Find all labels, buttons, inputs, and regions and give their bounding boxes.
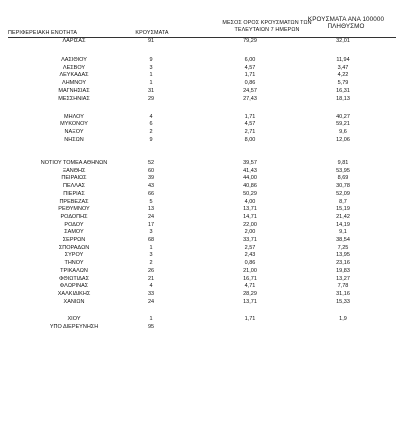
per-100000-cell: 18,13 [336, 95, 350, 102]
per-100000-cell: 8,69 [337, 175, 349, 182]
region-name-cell: ΧΑΝΙΩΝ [63, 298, 85, 305]
average-cell: 40,86 [243, 183, 257, 190]
average-cell: 6,00 [244, 57, 256, 63]
header-region: ΠΕΡΙΦΕΡΕΙΑΚΗ ΕΝΟΤΗΤΑ [8, 30, 78, 36]
average-cell: 4,57 [244, 64, 256, 71]
region-name-cell: ΜΕΣΣΗΝΙΑΣ [58, 95, 90, 102]
average-cell: 2,71 [244, 128, 256, 135]
table-row [0, 160, 404, 167]
cases-cell: 2 [149, 128, 153, 135]
cases-cell: 1 [149, 316, 153, 322]
region-name-cell: ΛΑΡΙΣΑΣ [62, 38, 86, 44]
average-cell: 79,29 [243, 38, 257, 44]
region-name-cell: ΛΗΜΝΟΥ [62, 80, 86, 87]
table-row [0, 38, 404, 45]
per-100000-cell: 4,22 [337, 72, 349, 79]
cases-cell: 1 [149, 72, 153, 79]
region-name-cell: ΦΛΩΡΙΝΑΣ [59, 283, 89, 290]
table-row [0, 268, 404, 275]
per-100000-cell: 32,01 [336, 38, 350, 44]
region-name-cell: ΠΙΕΡΙΑΣ [63, 190, 85, 197]
region-name-cell: ΧΑΛΚΙΔΙΚΗΣ [57, 290, 91, 297]
per-100000-cell: 9,6 [339, 128, 347, 135]
cases-cell: 24 [147, 213, 155, 220]
region-name-cell: ΠΕΛΛΑΣ [62, 183, 86, 190]
table-row [0, 291, 404, 298]
per-100000-cell: 52,09 [336, 190, 350, 197]
table-row [0, 316, 404, 323]
cases-cell: 6 [149, 121, 153, 128]
region-name-cell: ΜΗΛΟΥ [64, 113, 84, 120]
per-100000-cell: 9,81 [337, 160, 349, 166]
average-cell: 24,57 [243, 87, 257, 94]
region-name-cell: ΛΕΣΒΟΥ [62, 64, 86, 71]
cases-cell: 29 [147, 95, 155, 102]
table-row [0, 222, 404, 229]
table-row [0, 245, 404, 252]
per-100000-cell: 53,95 [336, 167, 350, 174]
average-cell: 14,71 [243, 213, 257, 220]
table-row [0, 88, 404, 95]
table-row [0, 283, 404, 290]
table-row [0, 237, 404, 244]
table-row [0, 114, 404, 121]
average-cell: 39,57 [243, 160, 257, 166]
average-cell: 50,29 [243, 190, 257, 197]
region-name-cell: ΡΟΔΟΠΗΣ [60, 213, 88, 220]
table-row [0, 214, 404, 221]
region-name-cell: ΠΡΕΒΕΖΑΣ [59, 198, 89, 205]
region-name-cell: ΠΕΙΡΑΙΩΣ [61, 175, 87, 182]
cases-cell: 43 [147, 183, 155, 190]
average-cell: 13,71 [243, 298, 257, 305]
average-cell: 0,86 [244, 80, 256, 87]
table-row [0, 183, 404, 190]
per-100000-cell: 9,1 [339, 229, 347, 236]
per-100000-cell: 7,25 [337, 244, 349, 251]
average-cell: 1,71 [244, 316, 256, 322]
average-cell: 4,00 [244, 198, 256, 205]
header-cases-per-100000: ΚΡΟΥΣΜΑΤΑ ΑΝΑ 100000 ΠΛΗΘΥΣΜΟ [307, 16, 385, 31]
region-name-cell: ΛΕΥΚΑΔΑΣ [59, 72, 89, 79]
table-row [0, 129, 404, 136]
average-cell: 13,71 [243, 206, 257, 213]
per-100000-cell: 13,27 [336, 275, 350, 282]
header-7day-average: ΜΕΣΟΣ ΟΡΟΣ ΚΡΟΥΣΜΑΤΩΝ ΤΩΝ ΤΕΛΕΥΤΑΙΩΝ 7 ΗΜΕΡΩΝ [222, 20, 312, 33]
region-name-cell: ΣΑΜΟΥ [64, 229, 84, 236]
per-100000-cell: 8,7 [339, 198, 347, 205]
region-name-cell: ΝΑΞΟΥ [64, 128, 84, 135]
average-cell: 22,00 [243, 221, 257, 228]
header-cases: ΚΡΟΥΣΜΑΤΑ [135, 30, 169, 36]
per-100000-cell: 59,21 [336, 121, 350, 128]
cases-cell: 13 [147, 206, 155, 213]
region-name-cell: ΜΥΚΟΝΟΥ [60, 121, 88, 128]
cases-cell: 9 [149, 136, 153, 143]
per-100000-cell: 12,06 [336, 136, 350, 143]
average-cell: 16,71 [243, 275, 257, 282]
average-cell: 4,57 [244, 121, 256, 128]
table-row [0, 65, 404, 72]
table-row [0, 191, 404, 198]
cases-cell: 1 [149, 80, 153, 87]
per-100000-cell: 7,78 [337, 283, 349, 290]
per-100000-cell: 15,33 [336, 298, 350, 305]
cases-cell: 17 [147, 221, 155, 228]
average-cell: 28,29 [243, 290, 257, 297]
region-name-cell: ΥΠΟ ΔΙΕΡΕΥΝΗΣΗ [49, 324, 99, 330]
cases-cell: 5 [149, 198, 153, 205]
region-name-cell: ΣΥΡΟΥ [64, 252, 84, 259]
region-name-cell: ΞΑΝΘΗΣ [62, 167, 86, 174]
cases-cell: 39 [147, 175, 155, 182]
table-row [0, 260, 404, 267]
region-name-cell: ΤΗΝΟΥ [64, 260, 84, 267]
table-row [0, 121, 404, 128]
average-cell: 2,57 [244, 244, 256, 251]
table-row [0, 72, 404, 79]
per-100000-cell: 38,54 [336, 237, 350, 243]
per-100000-cell: 23,16 [336, 260, 350, 267]
table-row [0, 276, 404, 283]
cases-cell: 21 [147, 275, 155, 282]
table-row [0, 57, 404, 64]
cases-cell: 1 [149, 244, 153, 251]
per-100000-cell: 16,31 [336, 87, 350, 94]
cases-cell: 3 [149, 229, 153, 236]
table-row [0, 137, 404, 144]
average-cell: 1,71 [244, 113, 256, 120]
per-100000-cell: 11,94 [336, 57, 350, 63]
cases-cell: 26 [147, 267, 155, 274]
cases-cell: 4 [149, 283, 153, 290]
cases-cell: 68 [147, 237, 155, 243]
average-cell: 44,00 [243, 175, 257, 182]
table-row [0, 80, 404, 87]
average-cell: 4,71 [244, 283, 256, 290]
region-name-cell: ΛΑΣΙΘΙΟΥ [61, 57, 87, 63]
average-cell: 2,43 [244, 252, 256, 259]
region-name-cell: ΤΡΙΚΑΛΩΝ [60, 267, 88, 274]
average-cell: 21,00 [243, 267, 257, 274]
region-name-cell: ΣΠΟΡΑΔΩΝ [58, 244, 90, 251]
per-100000-cell: 40,27 [336, 113, 350, 120]
per-100000-cell: 1,9 [339, 316, 347, 322]
region-name-cell: ΧΙΟΥ [67, 316, 81, 322]
average-cell: 27,43 [243, 95, 257, 102]
per-100000-cell: 21,42 [336, 213, 350, 220]
average-cell: 33,71 [243, 237, 257, 243]
cases-cell: 31 [147, 87, 155, 94]
per-100000-cell: 30,78 [336, 183, 350, 190]
region-name-cell: ΝΟΤΙΟΥ ΤΟΜΕΑ ΑΘΗΝΩΝ [40, 160, 108, 166]
cases-cell: 4 [149, 113, 153, 120]
average-cell: 41,43 [243, 167, 257, 174]
table-row [0, 96, 404, 103]
average-cell: 2,00 [244, 229, 256, 236]
cases-cell: 66 [147, 190, 155, 197]
cases-cell: 60 [147, 167, 155, 174]
region-name-cell: ΡΕΘΥΜΝΟΥ [58, 206, 90, 213]
region-name-cell: ΡΟΔΟΥ [64, 221, 84, 228]
region-name-cell: ΝΗΣΩΝ [64, 136, 84, 143]
cases-cell: 52 [147, 160, 155, 166]
table-row [0, 168, 404, 175]
table-row [0, 175, 404, 182]
average-cell: 0,86 [244, 260, 256, 267]
cases-cell: 33 [147, 290, 155, 297]
table-row [0, 324, 404, 331]
per-100000-cell: 5,79 [337, 80, 349, 87]
cases-cell: 3 [149, 252, 153, 259]
table-row [0, 299, 404, 306]
per-100000-cell: 14,19 [336, 221, 350, 228]
cases-cell: 91 [147, 38, 155, 44]
cases-cell: 2 [149, 260, 153, 267]
cases-cell: 9 [149, 57, 153, 63]
region-name-cell: ΦΘΙΩΤΙΔΑΣ [59, 275, 89, 282]
cases-cell: 3 [149, 64, 153, 71]
table-row [0, 252, 404, 259]
average-cell: 1,71 [244, 72, 256, 79]
average-cell: 8,00 [244, 136, 256, 143]
per-100000-cell: 31,16 [336, 290, 350, 297]
cases-cell: 24 [147, 298, 155, 305]
per-100000-cell: 13,95 [336, 252, 350, 259]
region-name-cell: ΣΕΡΡΩΝ [62, 237, 86, 243]
region-name-cell: ΜΑΓΝΗΣΙΑΣ [58, 87, 90, 94]
per-100000-cell: 15,19 [336, 206, 350, 213]
table-row [0, 229, 404, 236]
per-100000-cell: 19,83 [336, 267, 350, 274]
per-100000-cell: 3,47 [337, 64, 349, 71]
table-row [0, 199, 404, 206]
cases-cell: 95 [147, 324, 155, 330]
table-row [0, 206, 404, 213]
